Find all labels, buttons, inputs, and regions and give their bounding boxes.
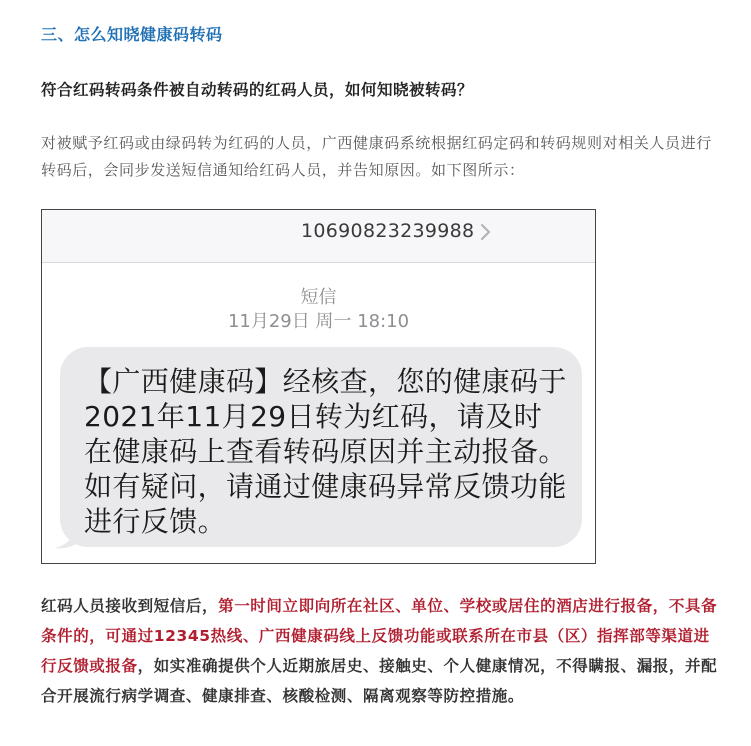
intro-paragraph: 对被赋予红码或由绿码转为红码的人员，广西健康码系统根据红码定码和转码规则对相关人员进行转码后，会同步发送短信通知给红码人员，并告知原因。如下图所示： (41, 134, 712, 179)
sender-number[interactable]: 10690823239988 (301, 220, 475, 242)
message-timestamp: 11月29日 周一 18:10 (227, 311, 410, 332)
section-title: 三、怎么知晓健康码转码 (41, 25, 223, 44)
sms-header (42, 210, 595, 263)
footer-highlight-text: 第一时间立即向所在社区、单位、学校或居住的酒店进行报备，不具备条件的，可通过12345热线、广西健康码线上反馈功能或联系所在市县（区）指挥部等渠道进行反馈或报备 (41, 597, 718, 675)
chevron-right-icon[interactable] (479, 221, 493, 243)
question-heading: 符合红码转码条件被自动转码的红码人员，如何知晓被转码？ (41, 81, 474, 99)
message-type-label: 短信 (300, 287, 337, 308)
footer-tail-text: ，如实准确提供个人近期旅居史、接触史、个人健康情况，不得瞒报、漏报，并配合开展流行病学调查、健康排查、核酸检测、隔离观察等防控措施。 (41, 657, 718, 705)
message-body: 【广西健康码】经核查，您的健康码于2021年11月29日转为红码，请及时在健康码上查看转码原因并主动报备。如有疑问，请通过健康码异常反馈功能进行反馈。 (84, 365, 567, 538)
footer-lead-text: 红码人员接收到短信后， (41, 597, 219, 615)
message-bubble (60, 347, 582, 547)
sms-screenshot (41, 209, 596, 564)
footer-paragraph (41, 591, 721, 711)
